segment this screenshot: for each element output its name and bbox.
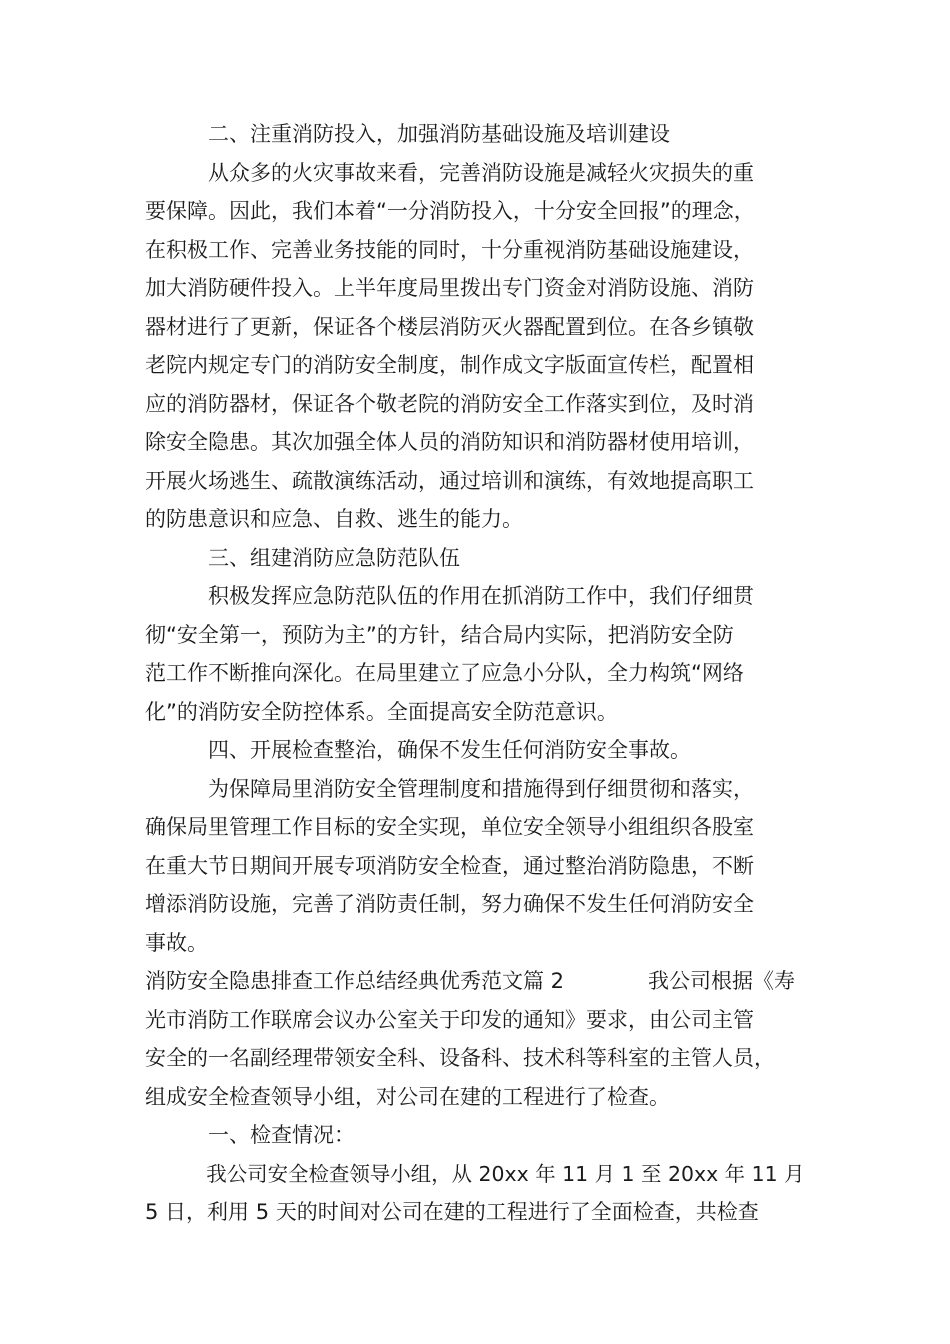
text-line: 加大消防硬件投入。上半年度局里拨出专门资金对消防设施、消防: [145, 276, 754, 300]
text-line: 化”的消防安全防控体系。全面提高安全防范意识。: [145, 699, 618, 724]
text-line: 确保局里管理工作目标的安全实现，单位安全领导小组组织各股室: [145, 815, 754, 839]
text-line: 光市消防工作联席会议办公室关于印发的通知》要求，由公司主管: [145, 1007, 754, 1032]
text-line: 二、注重消防投入，加强消防基础设施及培训建设: [145, 122, 670, 146]
text-line: 组成安全检查领导小组，对公司在建的工程进行了检查。: [145, 1084, 670, 1109]
text-line: 要保障。因此，我们本着“一分消防投入，十分安全回报”的理念，: [145, 199, 755, 223]
text-line: 老院内规定专门的消防安全制度，制作成文字版面宣传栏，配置相: [145, 353, 754, 377]
text-line: 四、开展检查整治，确保不发生任何消防安全事故。: [145, 738, 691, 762]
text-line: 增添消防设施，完善了消防责任制，努力确保不发生任何消防安全: [145, 892, 754, 916]
text-line: 除安全隐患。其次加强全体人员的消防知识和消防器材使用培训，: [145, 430, 754, 454]
text-line: 在积极工作、完善业务技能的同时，十分重视消防基础设施建设，: [145, 237, 754, 262]
text-line: 三、组建消防应急防范队伍: [145, 545, 460, 570]
text-line: 的防患意识和应急、自救、逃生的能力。: [145, 507, 523, 531]
text-line: 我公司安全检查领导小组，从 20xx 年 11 月 1 至 20xx 年 11 月: [145, 1161, 805, 1186]
text-line: 一、检查情况：: [145, 1123, 355, 1147]
text-line: 器材进行了更新，保证各个楼层消防灭火器配置到位。在各乡镇敬: [145, 314, 754, 339]
text-line: 安全的一名副经理带领安全科、设备科、技术科等科室的主管人员，: [145, 1046, 775, 1070]
text-line: 开展火场逃生、疏散演练活动，通过培训和演练，有效地提高职工: [145, 468, 754, 493]
text-line: 在重大节日期间开展专项消防安全检查，通过整治消防隐患，不断: [145, 853, 754, 878]
text-line: 彻“安全第一，预防为主”的方针，结合局内实际，把消防安全防: [145, 622, 734, 647]
text-line: 5 日，利用 5 天的时间对公司在建的工程进行了全面检查，共检查: [145, 1200, 759, 1224]
text-line: 事故。: [145, 930, 208, 955]
text-line: 积极发挥应急防范队伍的作用在抓消防工作中，我们仔细贯: [145, 584, 754, 608]
text-line: 从众多的火灾事故来看，完善消防设施是减轻火灾损失的重: [145, 160, 754, 185]
text-line: 范工作不断推向深化。在局里建立了应急小分队，全力构筑“网络: [145, 661, 744, 685]
text-line: 应的消防器材，保证各个敬老院的消防安全工作落实到位，及时消: [145, 391, 754, 416]
text-line: 为保障局里消防安全管理制度和措施得到仔细贯彻和落实，: [145, 776, 754, 801]
text-line: 消防安全隐患排查工作总结经典优秀范文篇 2 我公司根据《寿: [145, 969, 796, 993]
